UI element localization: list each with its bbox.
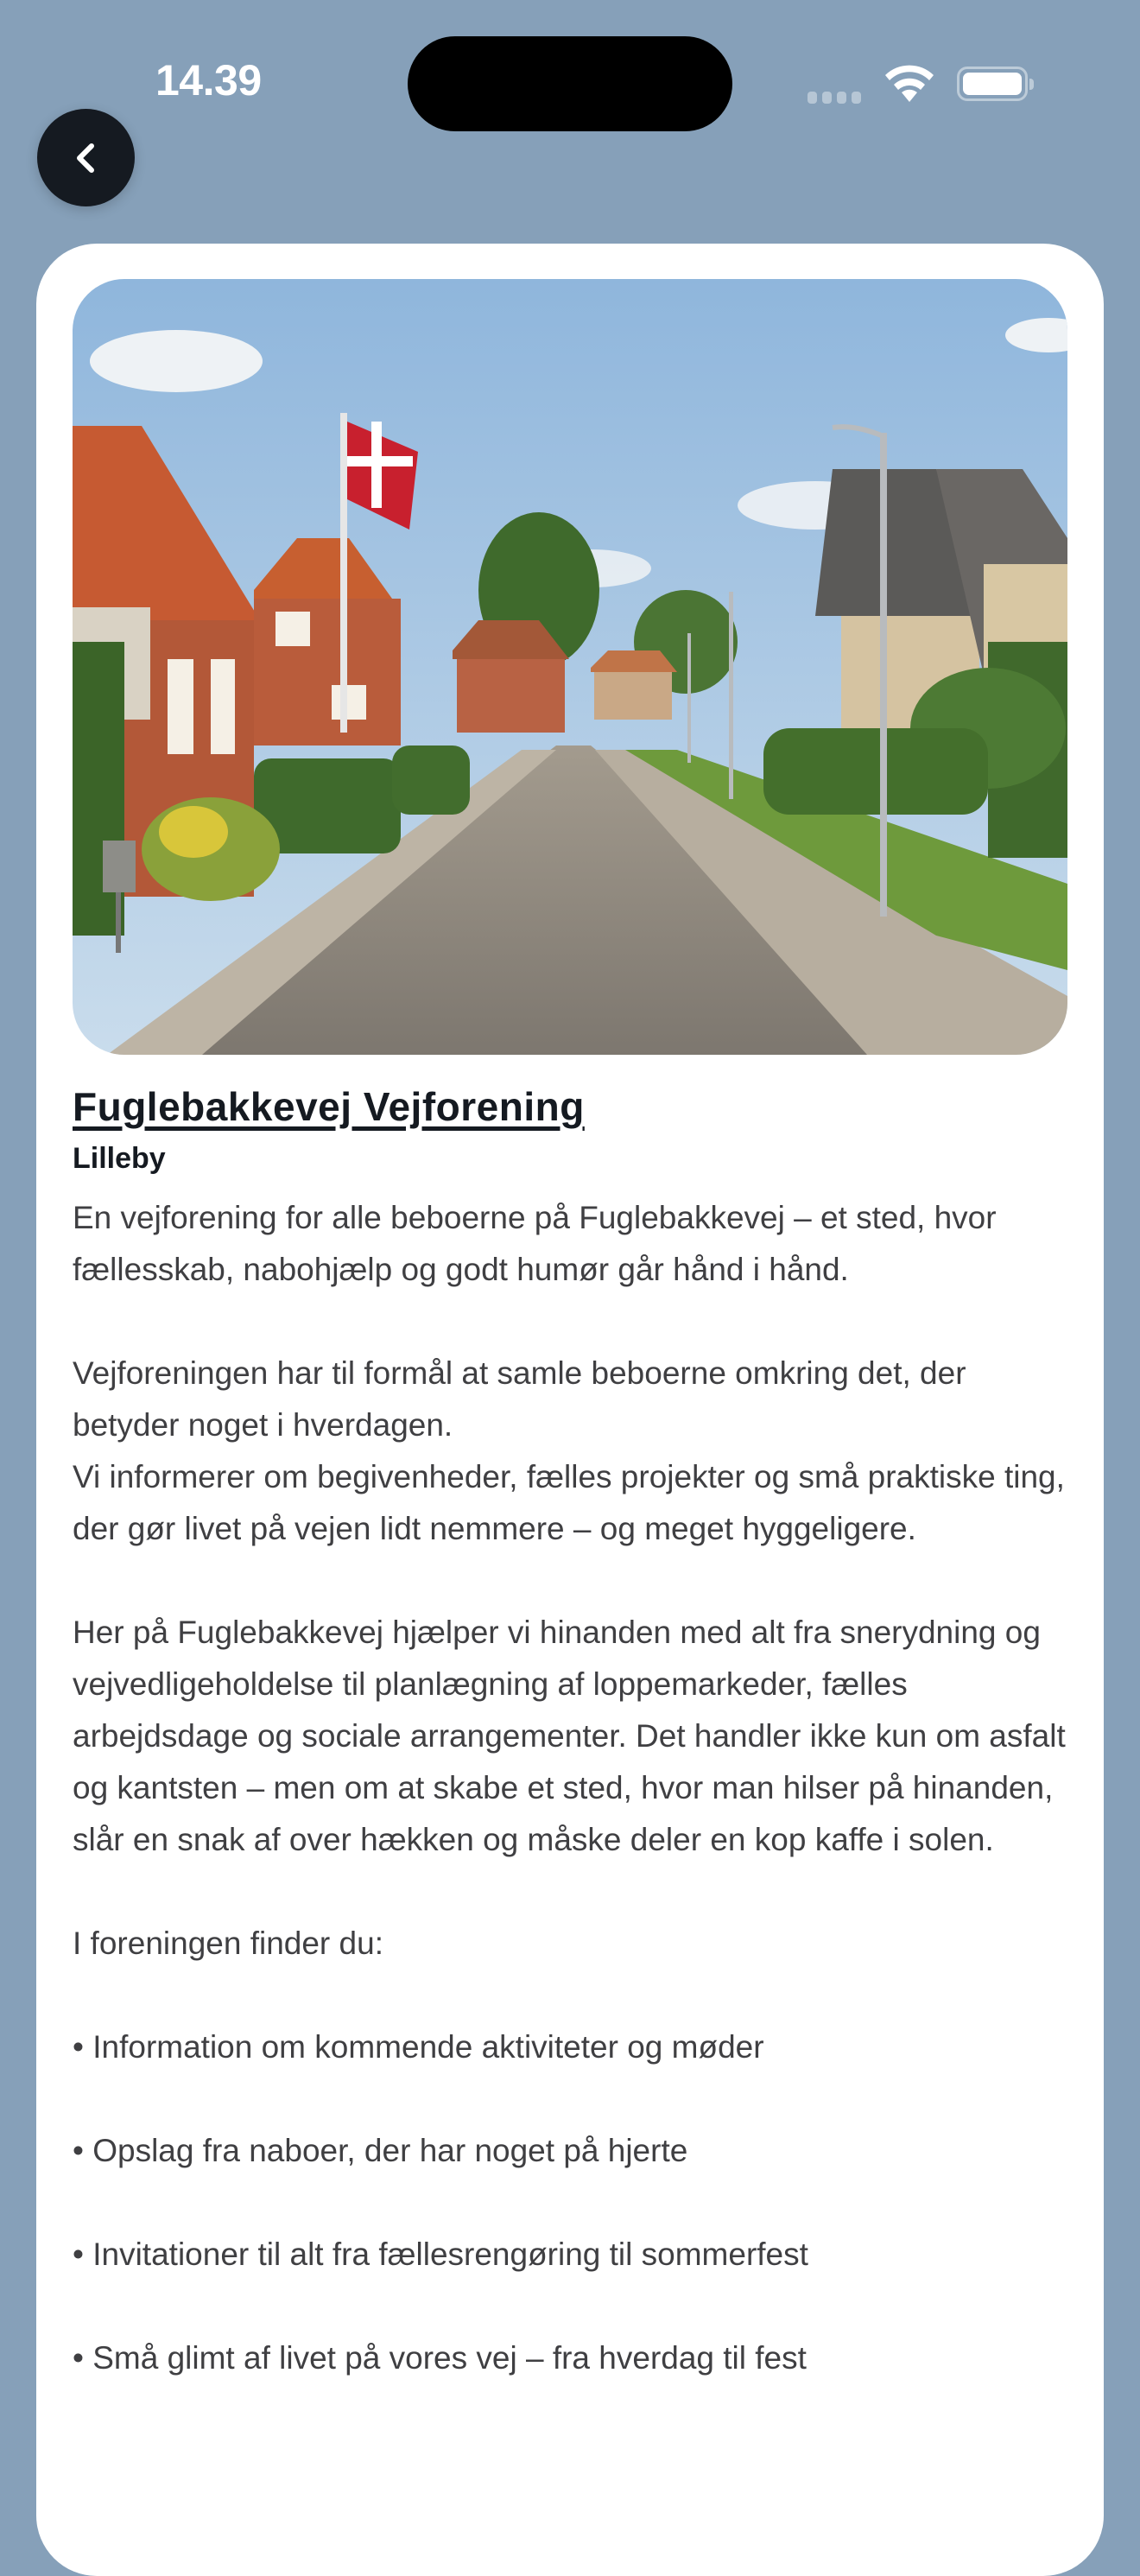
- cellular-signal-icon: [808, 92, 861, 104]
- description-spacer: [73, 1970, 1074, 2021]
- list-item: • Invitationer til alt fra fællesrengøring til sommerfest: [73, 2237, 808, 2272]
- description-spacer: [73, 1555, 1074, 1607]
- description-spacer: [73, 1296, 1074, 1348]
- list-item: • Information om kommende aktiviteter og møder: [73, 2029, 764, 2065]
- association-location: Lilleby: [73, 1142, 166, 1175]
- description-spacer: [73, 2281, 1074, 2332]
- description-spacer: [73, 2177, 1074, 2229]
- description-spacer: [73, 1866, 1074, 1918]
- back-button[interactable]: [37, 109, 135, 206]
- list-item: • Opslag fra naboer, der har noget på hjerte: [73, 2133, 688, 2168]
- wifi-icon: [883, 64, 936, 104]
- dynamic-island: [408, 36, 732, 131]
- status-bar: [0, 0, 1140, 112]
- list-item: • Små glimt af livet på vores vej – fra hverdag til fest: [73, 2340, 807, 2376]
- description-spacer: [73, 2073, 1074, 2125]
- association-title[interactable]: Fuglebakkevej Vejforening: [73, 1084, 585, 1129]
- description-list-intro: I foreningen finder du:: [73, 1926, 383, 1961]
- hero-image: [73, 279, 1067, 1055]
- description-paragraph: Vejforeningen har til formål at samle beboerne omkring det, der betyder noget i hverdagen.: [73, 1355, 966, 1443]
- status-time: 14.39: [155, 56, 262, 105]
- description-paragraph: En vejforening for alle beboerne på Fuglebakkevej – et sted, hvor fællesskab, nabohjælp og godt humør går hånd i hånd.: [73, 1200, 997, 1287]
- chevron-left-icon: [69, 141, 104, 175]
- description-paragraph: Her på Fuglebakkevej hjælper vi hinanden med alt fra snerydning og vejvedligeholdelse til planlægning af loppemarkeder, fælles arbejdsdage og sociale arrangementer. Det handler ikke kun om asfalt og kantsten – men om at skabe et sted, hvor man hilser på hinanden, slår en snak af over hækken og måske deler en kop kaffe i solen.: [73, 1615, 1066, 1857]
- association-card: [36, 244, 1104, 2576]
- battery-icon: [957, 67, 1028, 101]
- description: [73, 1192, 1074, 2384]
- description-paragraph: Vi informerer om begivenheder, fælles projekter og små praktiske ting, der gør livet på vejen lidt nemmere – og meget hyggeligere.: [73, 1459, 1065, 1546]
